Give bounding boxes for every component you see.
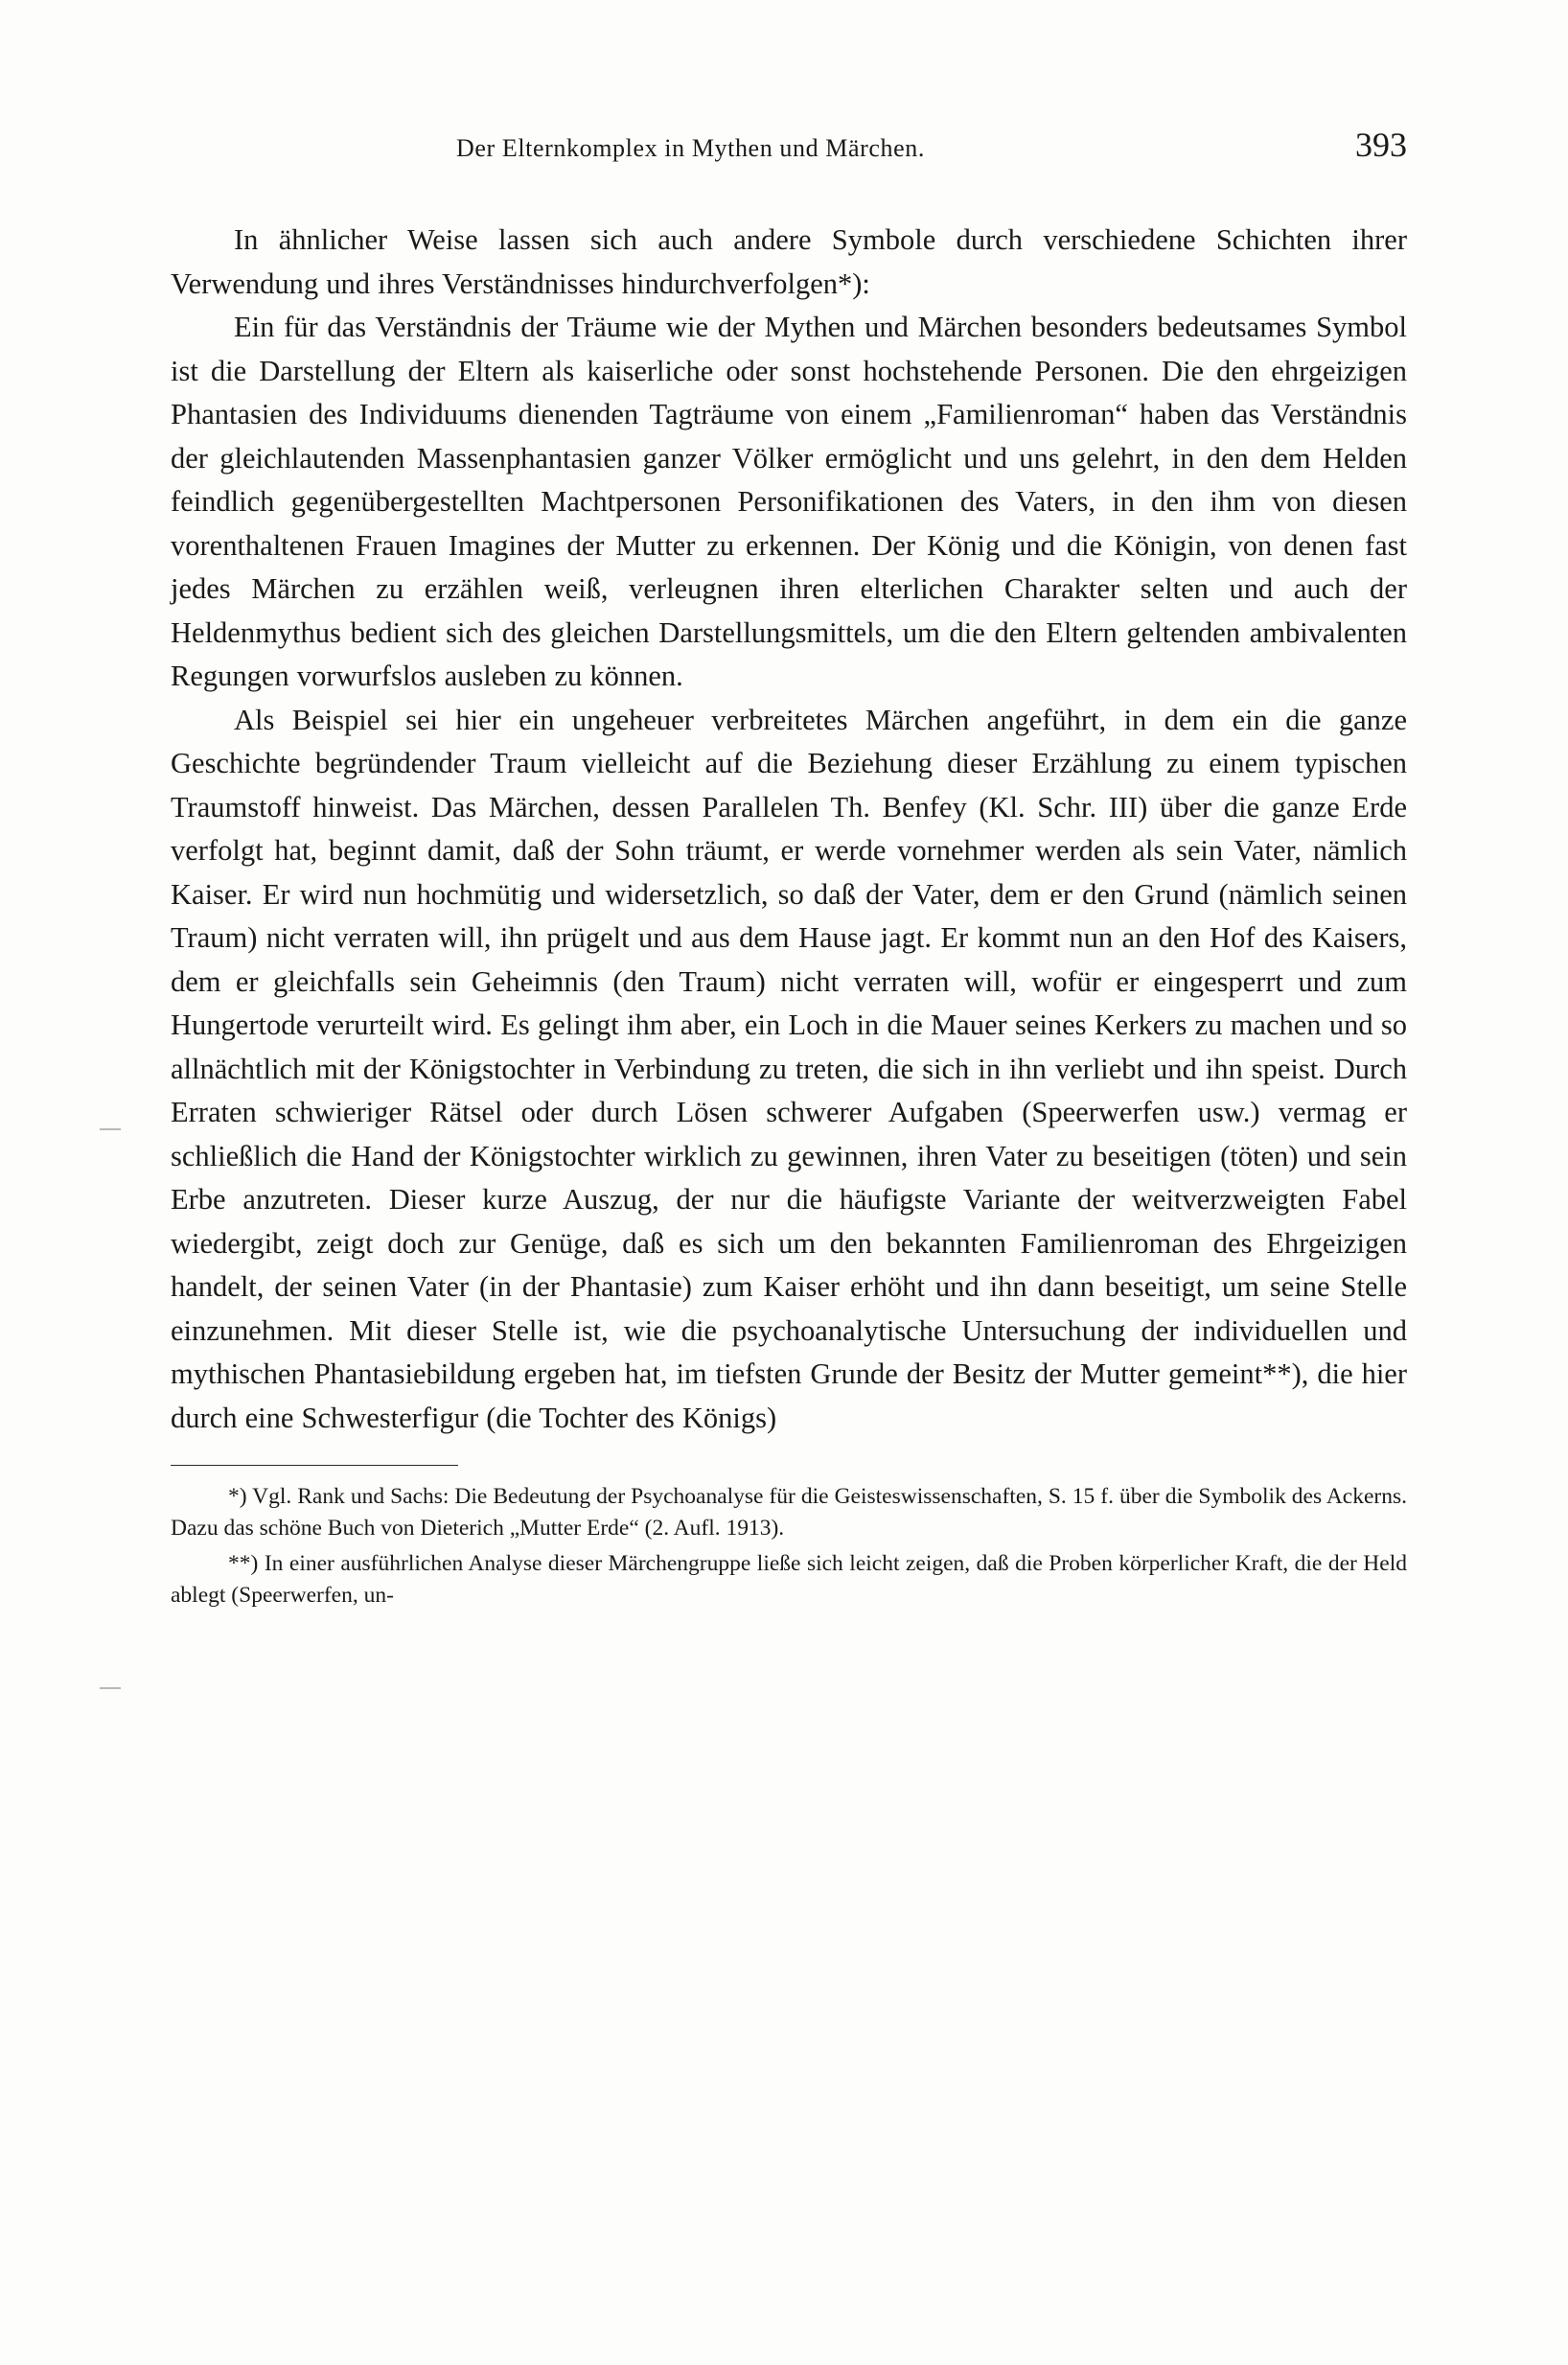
running-head xyxy=(171,126,1407,192)
paragraph: Ein für das Verständnis der Träume wie der Mythen und Märchen besonders bedeutsames Symbol ist die Darstellung der Eltern als kaiserliche oder sonst hochstehende Personen. Die den ehrgeizigen Phantasien des Individuums dienenden Tagträume von einem „Familienroman“ haben das Verständnis der gleichlautenden Massenphantasien ganzer Völker ermöglicht und uns gelehrt, in den dem Helden feindlich gegenübergestellten Machtpersonen Personifikationen des Vaters, in den ihm von diesen vorenthaltenen Frauen Imagines der Mutter zu erkennen. Der König und die Königin, von denen fast jedes Märchen zu erzählen weiß, verleugnen ihren elterlichen Charakter selten und auch der Heldenmythus bedient sich des gleichen Darstellungsmittels, um die den Eltern geltenden ambivalenten Regungen vorwurfslos ausleben zu können. xyxy=(171,311,1407,692)
scan-edge-mark xyxy=(100,1128,121,1130)
footnotes xyxy=(171,1481,1407,1611)
footnote: *) Vgl. Rank und Sachs: Die Bedeutung der Psychoanalyse für die Geisteswissenschaften, S. 15 f. über die Symbolik des Ackerns. Dazu das schöne Buch von Dieterich „Mutter Erde“ (2. Aufl. 1913). xyxy=(171,1484,1407,1541)
paragraph: Als Beispiel sei hier ein ungeheuer verbreitetes Märchen angeführt, in dem ein die ganze Geschichte begründender Traum vielleicht auf die Beziehung dieser Erzählung zu einem typischen Traumstoff hinweist. Das Märchen, dessen Parallelen Th. Benfey (Kl. Schr. III) über die ganze Erde verfolgt hat, beginnt damit, daß der Sohn träumt, er werde vornehmer werden als sein Vater, nämlich Kaiser. Er wird nun hochmütig und widersetzlich, so daß der Vater, dem er den Grund (nämlich seinen Traum) nicht verraten will, ihn prügelt und aus dem Hause jagt. Er kommt nun an den Hof des Kaisers, dem er gleichfalls sein Geheimnis (den Traum) nicht verraten will, wofür er eingesperrt und zum Hungertode verurteilt wird. Es gelingt ihm aber, ein Loch in die Mauer seines Kerkers zu machen und so allnächtlich mit der Königstochter in Verbindung zu treten, die sich in ihn verliebt und ihn speist. Durch Erraten schwieriger Rätsel oder durch Lösen schwerer Aufgaben (Speerwerfen usw.) vermag er schließlich die Hand der Königstochter wirklich zu gewinnen, ihren Vater zu beseitigen (töten) und sein Erbe anzutreten. Dieser kurze Auszug, der nur die häufigste Variante der weitverzweigten Fabel wiedergibt, zeigt doch zur Genüge, daß es sich um den bekannten Familienroman des Ehrgeizigen handelt, der seinen Vater (in der Phantasie) zum Kaiser erhöht und ihn dann beseitigt, um seine Stelle einzunehmen. Mit dieser Stelle ist, wie die psychoanalytische Untersuchung der individuellen und mythischen Phantasiebildung ergeben hat, im tiefsten Grunde der Besitz der Mutter gemeint**), die hier durch eine Schwesterfigur (die Tochter des Königs) xyxy=(171,703,1407,1434)
running-head-title: Der Elternkomplex in Mythen und Märchen. xyxy=(456,134,925,162)
paragraph: In ähnlicher Weise lassen sich auch andere Symbole durch verschiedene Schichten ihrer Verwendung und ihres Verständnisses hindurchverfolgen*): xyxy=(171,223,1407,300)
footnote: **) In einer ausführlichen Analyse dieser Märchengruppe ließe sich leicht zeigen, daß die Proben körperlicher Kraft, die der Held ablegt (Speerwerfen, un- xyxy=(171,1551,1407,1608)
scan-edge-mark xyxy=(100,1687,121,1689)
footnote-separator xyxy=(171,1465,458,1466)
page-content xyxy=(171,126,1407,1615)
body-text xyxy=(171,219,1407,1440)
page-number: 393 xyxy=(1355,126,1407,164)
